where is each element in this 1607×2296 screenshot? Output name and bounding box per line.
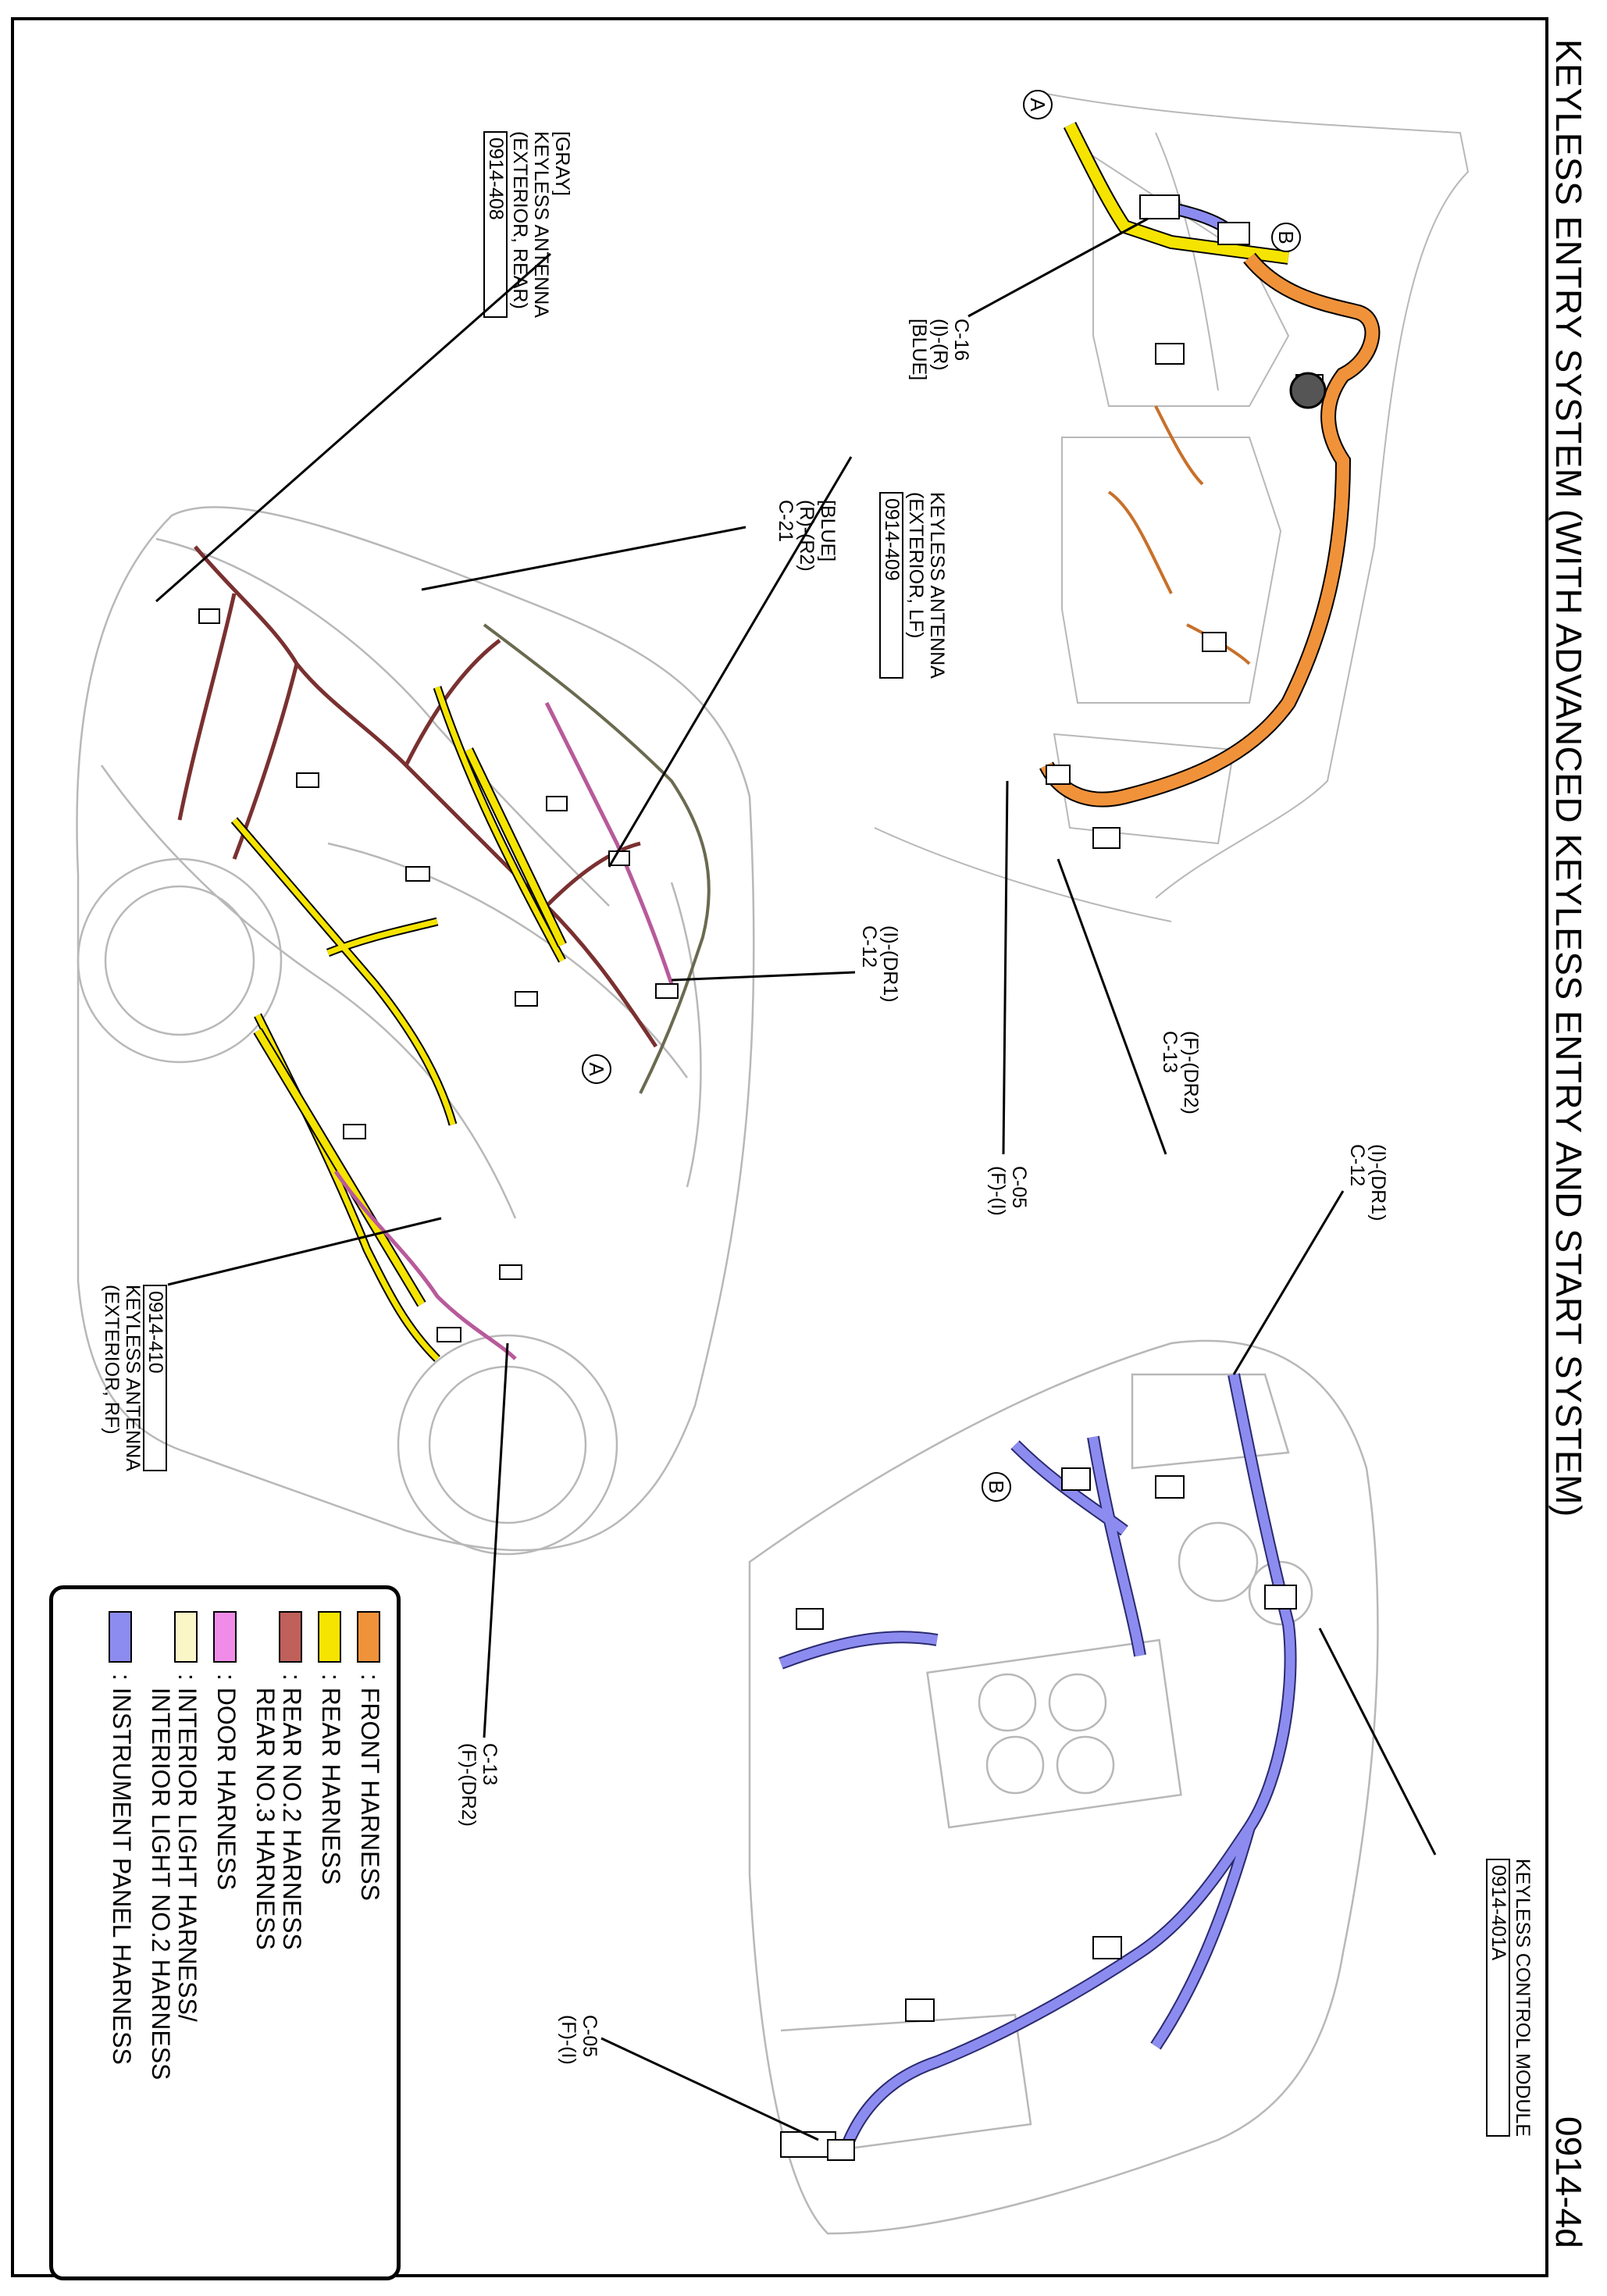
callout-keyless-antenna-lf: KEYLESS ANTENNA (EXTERIOR, LF) 0914-409 [881, 492, 948, 679]
legend-item-rear: : REAR HARNESS [317, 1611, 344, 1884]
marker-b-top: B [1271, 223, 1301, 252]
legend-item-interior-light: : INTERIOR LIGHT HARNESS/ INTERIOR LIGHT NO.2 HARNESS [148, 1611, 200, 2080]
legend-swatch [357, 1611, 380, 1663]
callout-keyless-antenna-rf: 0914-410 KEYLESS ANTENNA (EXTERIOR, RF) [101, 1285, 166, 1471]
legend-item-rear-no2: : REAR NO.2 HARNESS REAR NO.3 HARNESS [252, 1611, 305, 1950]
legend-item-front: : FRONT HARNESS [356, 1611, 383, 1901]
legend-swatch [109, 1611, 132, 1663]
ref-box-antenna-rf: 0914-410 [143, 1285, 167, 1471]
callout-c21: [BLUE] (R)-(R2) C-21 [775, 500, 839, 572]
callout-keyless-antenna-rear: [GRAY] KEYLESS ANTENNA (EXTERIOR, REAR) 0914-408 [485, 131, 573, 318]
ref-box-antenna-rear: 0914-408 [483, 131, 508, 318]
callout-keyless-control-module: KEYLESS CONTROL MODULE 0914-401A [1488, 1859, 1534, 2137]
legend-item-door: : DOOR HARNESS [212, 1611, 239, 1890]
legend-swatch [318, 1611, 341, 1663]
callout-c05-panel: C-05 (F)-(I) [558, 2015, 600, 2065]
legend-swatch [213, 1611, 237, 1663]
marker-a-car: A [582, 1054, 611, 1084]
callout-c16: C-16 (I)-(R) [BLUE] [908, 319, 972, 381]
callout-c13-front: (F)-(DR2) C-13 [1159, 1031, 1202, 1114]
marker-a-top: A [1023, 90, 1053, 119]
legend-item-instrument-panel: : INSTRUMENT PANEL HARNESS [108, 1611, 134, 2065]
legend-swatch [279, 1611, 302, 1663]
callout-c12-panel: (I)-(DR1) C-12 [1346, 1144, 1389, 1221]
callout-c05-front: C-05 (F)-(I) [987, 1166, 1030, 1216]
legend-swatch [174, 1611, 198, 1663]
ref-box-control-module: 0914-401A [1486, 1859, 1510, 2137]
harness-legend [49, 1585, 401, 2280]
callout-c13-car: C-13 (F)-(DR2) [458, 1743, 501, 1827]
marker-b-panel: B [982, 1472, 1011, 1502]
ref-box-antenna-lf: 0914-409 [879, 492, 903, 679]
callout-c12-car: (I)-(DR1) C-12 [858, 925, 901, 1003]
page-number: 0914-4d [1548, 2116, 1589, 2248]
page-title: KEYLESS ENTRY SYSTEM (WITH ADVANCED KEYLESS ENTRY AND START SYSTEM) [1548, 39, 1589, 1517]
